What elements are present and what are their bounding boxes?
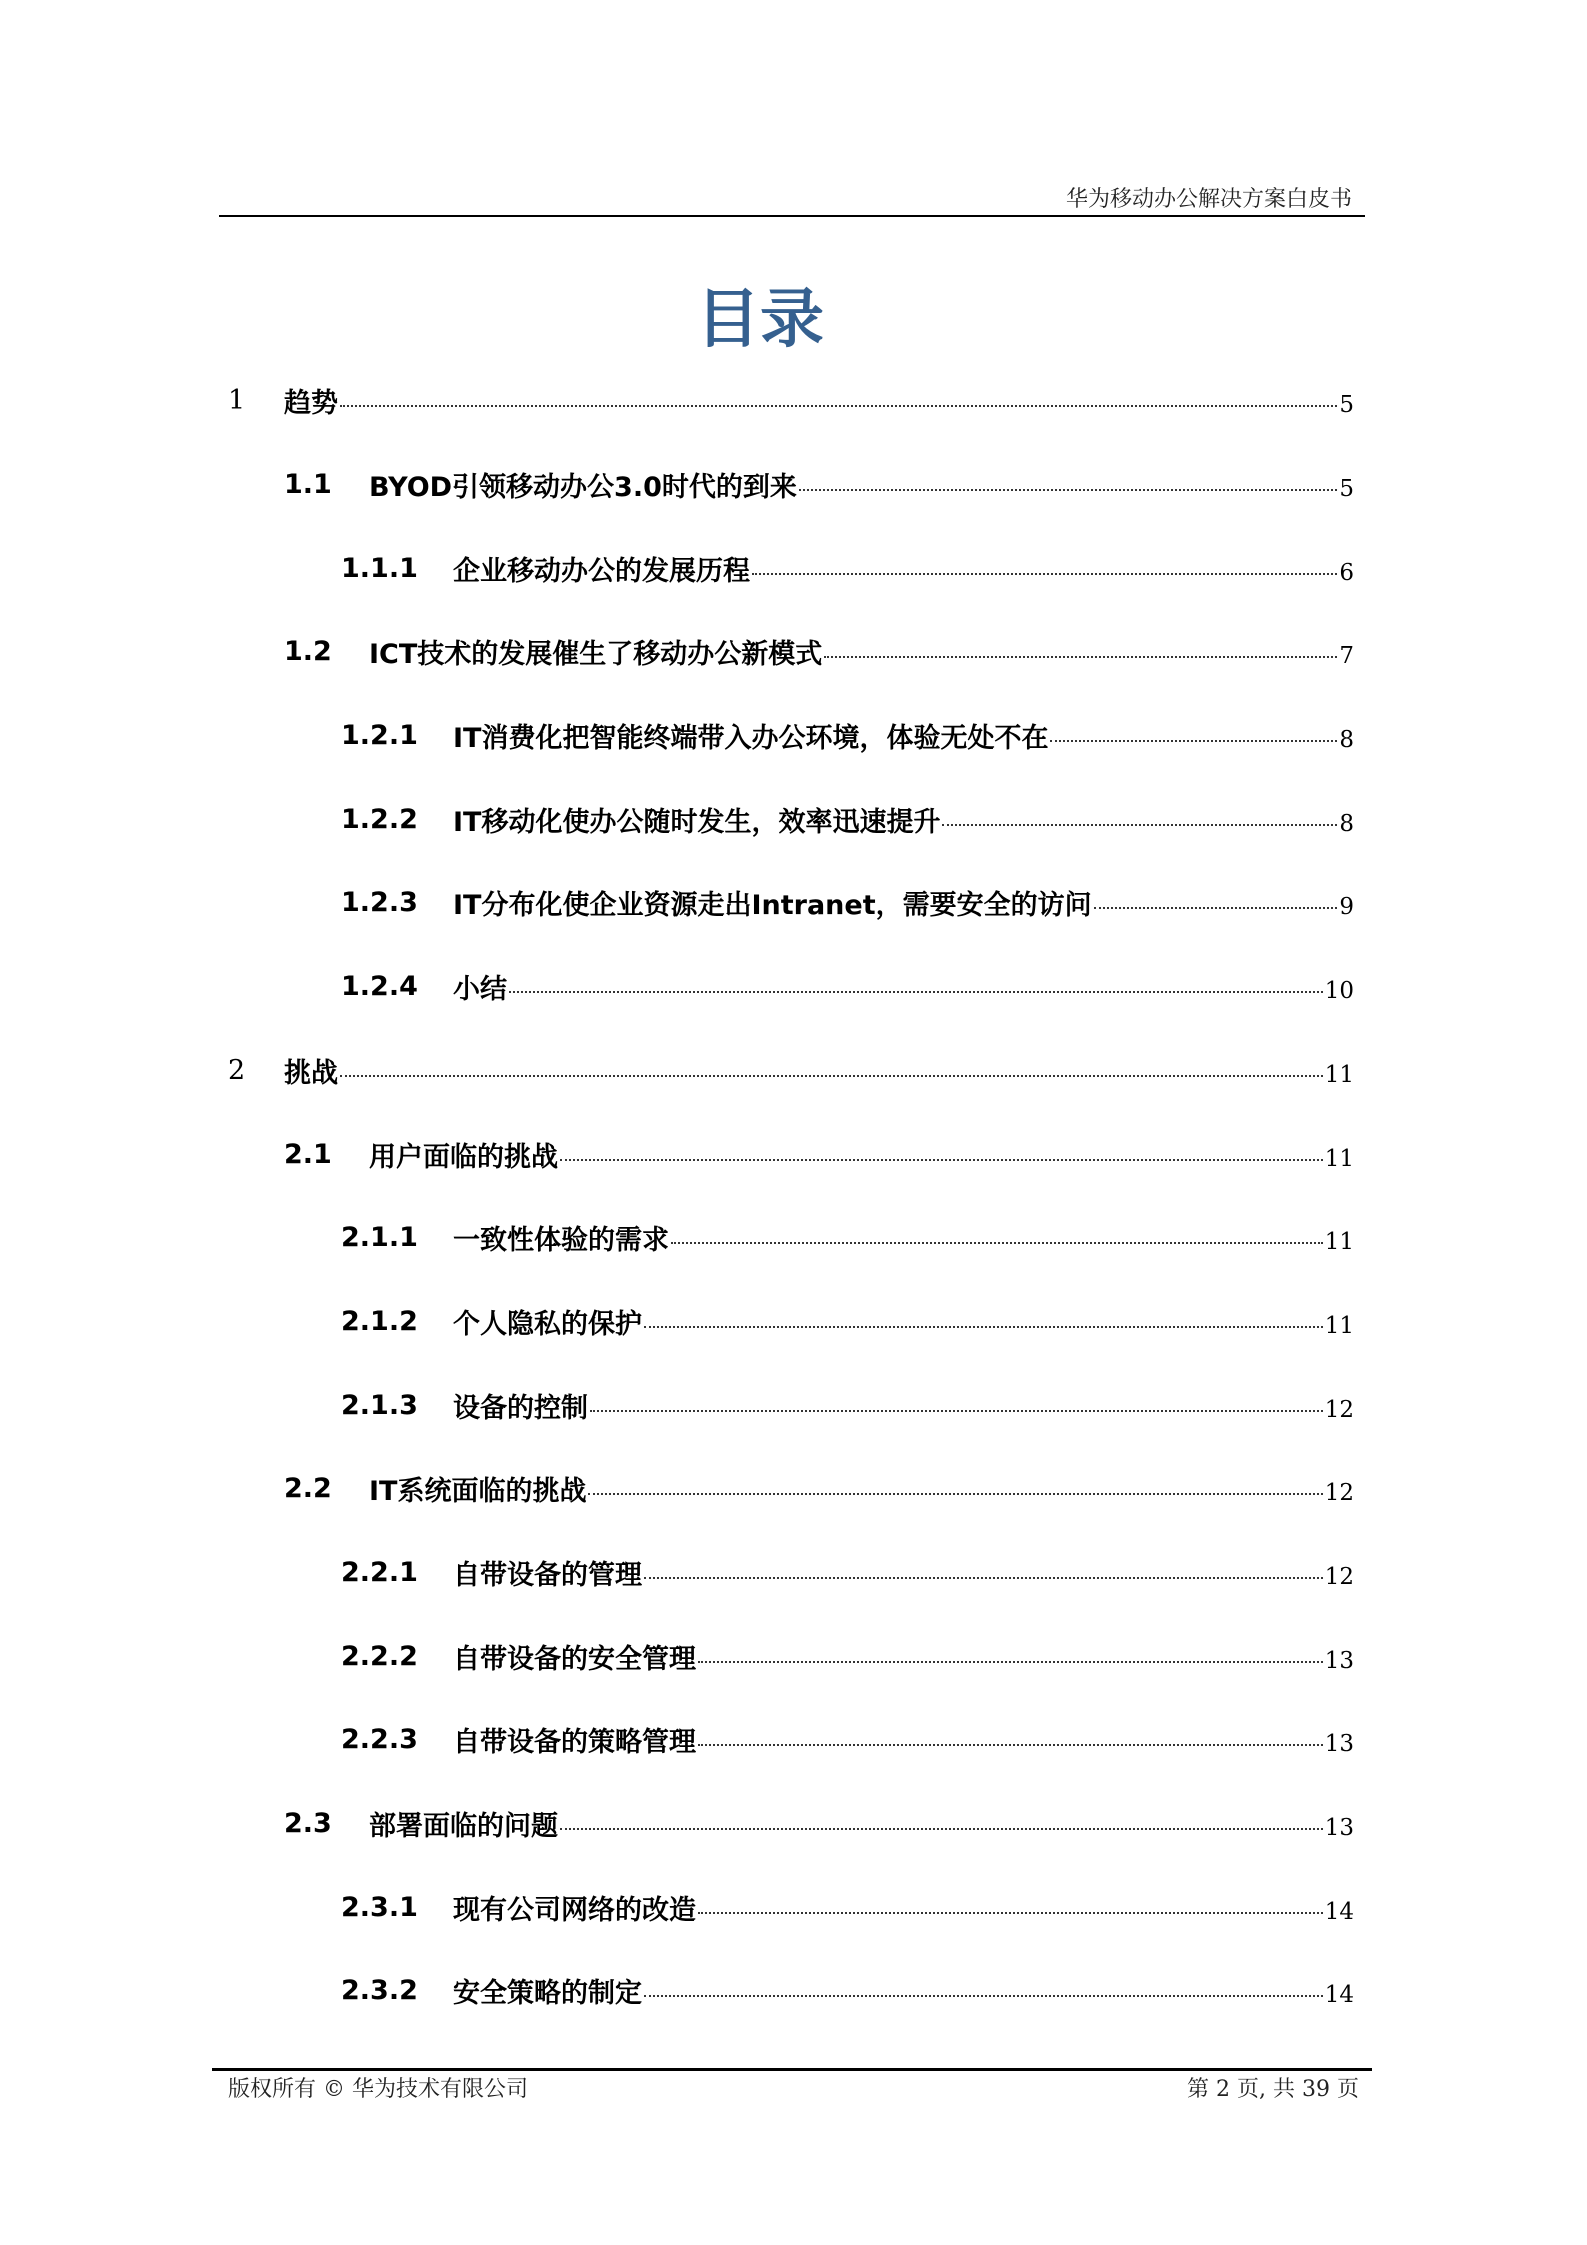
toc-entry-label[interactable]: 一致性体验的需求 xyxy=(453,1225,669,1257)
toc-entry-number: 2.1 xyxy=(284,1138,332,1170)
toc-entry-number: 2.1.1 xyxy=(341,1222,418,1254)
toc-entry-number: 2.3 xyxy=(284,1808,332,1840)
toc-entry[interactable] xyxy=(0,1280,1587,1364)
toc-entry[interactable] xyxy=(0,777,1587,861)
toc-entry-label[interactable]: 现有公司网络的改造 xyxy=(453,1894,696,1926)
toc-entry-page[interactable]: 14 xyxy=(1324,1982,1354,2009)
toc-entry-number: 2.1.3 xyxy=(341,1389,418,1421)
dot-leader xyxy=(644,1995,1323,1997)
toc-entry[interactable] xyxy=(0,1865,1587,1949)
toc-entry-label[interactable]: 挑战 xyxy=(284,1057,338,1089)
toc-entry-page[interactable]: 12 xyxy=(1324,1480,1354,1507)
toc-entry-number: 2.1.2 xyxy=(341,1305,418,1337)
dot-leader xyxy=(560,1159,1323,1161)
toc-entry-label[interactable]: 安全策略的制定 xyxy=(453,1978,642,2010)
toc-entry[interactable] xyxy=(0,1447,1587,1531)
dot-leader xyxy=(752,573,1337,575)
dot-leader xyxy=(824,656,1337,658)
footer-page-info: 第 2 页, 共 39 页 xyxy=(1187,2077,1359,2102)
dot-leader xyxy=(644,1326,1323,1328)
toc-entry[interactable] xyxy=(0,443,1587,527)
toc-entry-number: 1.2.2 xyxy=(341,803,418,835)
toc-entry-page[interactable]: 9 xyxy=(1339,894,1354,921)
toc-entry-page[interactable]: 7 xyxy=(1339,643,1354,670)
dot-leader xyxy=(340,1075,1323,1077)
toc-entry[interactable] xyxy=(0,1614,1587,1698)
toc-entry[interactable] xyxy=(0,1112,1587,1196)
toc-entry-page[interactable]: 14 xyxy=(1324,1898,1354,1925)
toc-entry-page[interactable]: 5 xyxy=(1339,392,1354,419)
page-title: 目录 xyxy=(696,283,824,357)
toc-entry-number: 2 xyxy=(228,1054,246,1086)
toc-entry[interactable] xyxy=(0,1196,1587,1280)
toc-entry-label[interactable]: IT消费化把智能终端带入办公环境，体验无处不在 xyxy=(453,723,1049,755)
toc-entry[interactable] xyxy=(0,359,1587,443)
dot-leader xyxy=(509,991,1323,993)
toc-entry[interactable] xyxy=(0,1363,1587,1447)
toc-entry-label[interactable]: IT系统面临的挑战 xyxy=(369,1476,587,1508)
dot-leader xyxy=(340,405,1337,407)
toc-entry-label[interactable]: 设备的控制 xyxy=(453,1392,588,1424)
toc-entry-page[interactable]: 11 xyxy=(1324,1145,1354,1172)
toc-entry-number: 2.2.3 xyxy=(341,1724,418,1756)
dot-leader xyxy=(942,824,1337,826)
toc-entry[interactable] xyxy=(0,945,1587,1029)
toc-entry-number: 1.2.3 xyxy=(341,887,418,919)
toc-entry-label[interactable]: 个人隐私的保护 xyxy=(453,1308,642,1340)
toc-entry-number: 1 xyxy=(228,385,246,417)
dot-leader xyxy=(590,1410,1323,1412)
toc-entry-number: 2.2.2 xyxy=(341,1640,418,1672)
toc-entry-page[interactable]: 13 xyxy=(1324,1731,1354,1758)
toc-entry-label[interactable]: 企业移动办公的发展历程 xyxy=(453,555,750,587)
toc-entry-label[interactable]: 自带设备的管理 xyxy=(453,1559,642,1591)
toc-entry-number: 1.2.1 xyxy=(341,720,418,752)
toc-entry-number: 2.2 xyxy=(284,1473,332,1505)
toc-entry-label[interactable]: 用户面临的挑战 xyxy=(369,1141,558,1173)
toc-entry-page[interactable]: 6 xyxy=(1339,559,1354,586)
toc-entry-label[interactable]: 部署面临的问题 xyxy=(369,1811,558,1843)
toc-entry-page[interactable]: 13 xyxy=(1324,1815,1354,1842)
toc-entry-label[interactable]: 趋势 xyxy=(284,388,338,420)
toc-entry-page[interactable]: 10 xyxy=(1324,978,1354,1005)
toc-entry-page[interactable]: 11 xyxy=(1324,1061,1354,1088)
toc-entry[interactable] xyxy=(0,1698,1587,1782)
dot-leader xyxy=(698,1661,1323,1663)
toc-entry-page[interactable]: 8 xyxy=(1339,727,1354,754)
toc-entry-number: 2.2.1 xyxy=(341,1556,418,1588)
toc-entry-number: 2.3.2 xyxy=(341,1975,418,2007)
footer-copyright: 版权所有 © 华为技术有限公司 xyxy=(228,2077,528,2102)
table-of-contents xyxy=(0,359,1587,2033)
toc-entry-page[interactable]: 11 xyxy=(1324,1229,1354,1256)
dot-leader xyxy=(1094,907,1338,909)
toc-entry[interactable] xyxy=(0,861,1587,945)
toc-entry[interactable] xyxy=(0,526,1587,610)
toc-entry-page[interactable]: 8 xyxy=(1339,810,1354,837)
toc-entry-label[interactable]: 自带设备的策略管理 xyxy=(453,1727,696,1759)
toc-entry-label[interactable]: IT移动化使办公随时发生，效率迅速提升 xyxy=(453,806,941,838)
dot-leader xyxy=(671,1242,1323,1244)
toc-entry[interactable] xyxy=(0,1949,1587,2033)
dot-leader xyxy=(698,1744,1323,1746)
toc-entry[interactable] xyxy=(0,610,1587,694)
toc-entry-label[interactable]: IT分布化使企业资源走出Intranet，需要安全的访问 xyxy=(453,890,1092,922)
toc-entry-number: 1.2.4 xyxy=(341,971,418,1003)
toc-entry-page[interactable]: 12 xyxy=(1324,1563,1354,1590)
toc-entry-page[interactable]: 11 xyxy=(1324,1312,1354,1339)
toc-entry-number: 1.1 xyxy=(284,469,332,501)
toc-entry-label[interactable]: 小结 xyxy=(453,974,507,1006)
toc-entry[interactable] xyxy=(0,694,1587,778)
toc-entry-page[interactable]: 12 xyxy=(1324,1396,1354,1423)
dot-leader xyxy=(588,1493,1322,1495)
footer-rule xyxy=(212,2068,1372,2071)
dot-leader xyxy=(644,1577,1323,1579)
dot-leader xyxy=(560,1828,1323,1830)
dot-leader xyxy=(1050,740,1337,742)
toc-entry-label[interactable]: BYOD引领移动办公3.0时代的到来 xyxy=(369,472,797,504)
running-header: 华为移动办公解决方案白皮书 xyxy=(1065,187,1352,212)
toc-entry-number: 1.2 xyxy=(284,636,332,668)
toc-entry-number: 2.3.1 xyxy=(341,1891,418,1923)
toc-entry-label[interactable]: 自带设备的安全管理 xyxy=(453,1643,696,1675)
dot-leader xyxy=(799,489,1337,491)
header-rule xyxy=(219,215,1365,217)
dot-leader xyxy=(698,1912,1323,1914)
toc-entry-label[interactable]: ICT技术的发展催生了移动办公新模式 xyxy=(369,639,823,671)
toc-entry[interactable] xyxy=(0,1531,1587,1615)
toc-entry-page[interactable]: 13 xyxy=(1324,1647,1354,1674)
toc-entry-page[interactable]: 5 xyxy=(1339,476,1354,503)
toc-entry[interactable] xyxy=(0,1782,1587,1866)
toc-entry-number: 1.1.1 xyxy=(341,552,418,584)
toc-entry[interactable] xyxy=(0,1029,1587,1113)
